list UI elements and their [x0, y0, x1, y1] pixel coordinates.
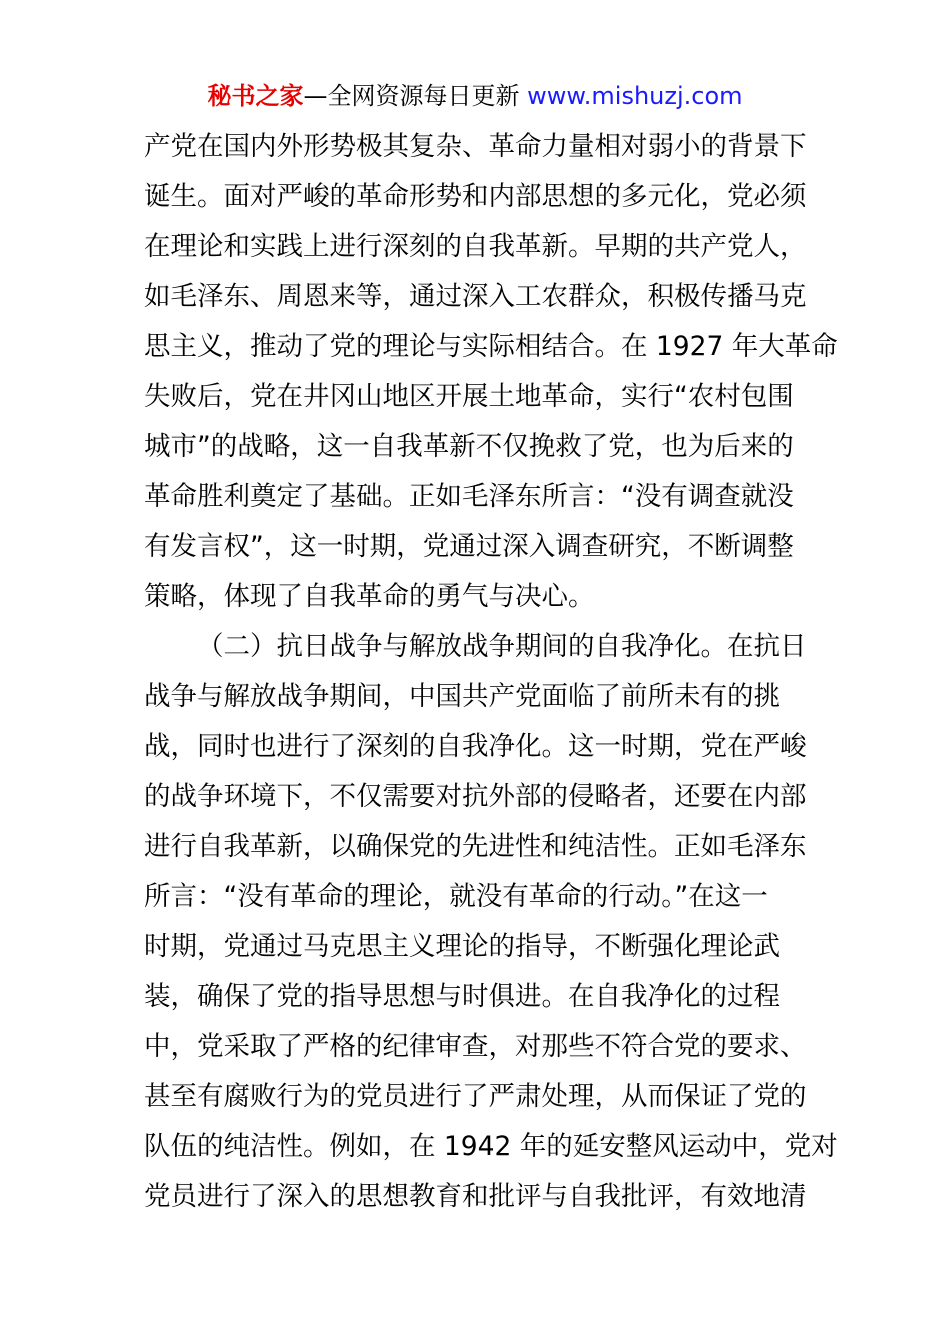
body-line: 装，确保了党的指导思想与时俱进。在自我净化的过程 — [144, 981, 780, 1012]
body-line: 如毛泽东、周恩来等，通过深入工农群众，积极传播马克 — [144, 281, 807, 312]
body-line: 思主义，推动了党的理论与实际相结合。在 1927 年大革命 — [144, 331, 838, 362]
body-line: 队伍的纯洁性。例如，在 1942 年的延安整风运动中，党对 — [144, 1131, 838, 1162]
body-line: 战，同时也进行了深刻的自我净化。这一时期，党在严峻 — [144, 731, 807, 762]
site-brand: 秘书之家 — [207, 82, 304, 110]
body-line: 党员进行了深入的思想教育和批评与自我批评，有效地清 — [144, 1181, 807, 1212]
body-line: 在理论和实践上进行深刻的自我革新。早期的共产党人， — [144, 231, 807, 262]
body-line: 失败后，党在井冈山地区开展土地革命，实行“农村包围 — [144, 381, 794, 412]
site-tagline: —全网资源每日更新 — [303, 82, 520, 110]
document-body — [144, 122, 838, 1222]
body-line: 所言：“没有革命的理论，就没有革命的行动。”在这一 — [144, 881, 768, 912]
body-line: 策略，体现了自我革命的勇气与决心。 — [144, 581, 595, 612]
site-header — [0, 78, 950, 114]
body-line: 中，党采取了严格的纪律审查，对那些不符合党的要求、 — [144, 1031, 807, 1062]
body-line: 时期，党通过马克思主义理论的指导，不断强化理论武 — [144, 931, 780, 962]
section-heading-line: （二）抗日战争与解放战争期间的自我净化。在抗日 — [197, 631, 807, 662]
body-line: 有发言权”，这一时期，党通过深入调查研究，不断调整 — [144, 531, 794, 562]
body-line: 诞生。面对严峻的革命形势和内部思想的多元化，党必须 — [144, 181, 807, 212]
site-url-link[interactable]: www.mishuzj.com — [527, 82, 743, 110]
body-line: 城市”的战略，这一自我革新不仅挽救了党，也为后来的 — [144, 431, 794, 462]
body-line: 革命胜利奠定了基础。正如毛泽东所言：“没有调查就没 — [144, 481, 794, 512]
body-line: 甚至有腐败行为的党员进行了严肃处理，从而保证了党的 — [144, 1081, 807, 1112]
body-line: 进行自我革新，以确保党的先进性和纯洁性。正如毛泽东 — [144, 831, 807, 862]
body-line: 的战争环境下，不仅需要对抗外部的侵略者，还要在内部 — [144, 781, 807, 812]
body-line: 战争与解放战争期间，中国共产党面临了前所未有的挑 — [144, 681, 780, 712]
body-line: 产党在国内外形势极其复杂、革命力量相对弱小的背景下 — [144, 131, 807, 162]
